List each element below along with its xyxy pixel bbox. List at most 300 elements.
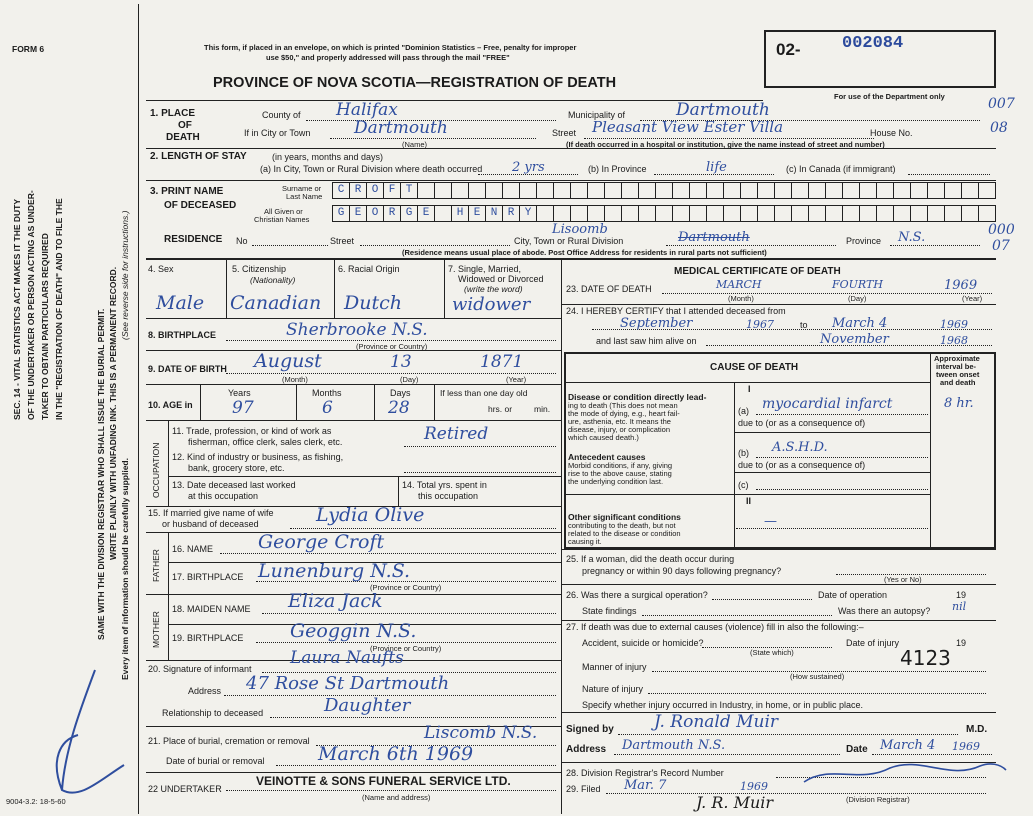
page-title: PROVINCE OF NOVA SCOTIA—REGISTRATION OF DEATH: [213, 75, 617, 91]
cause-b-line: [756, 457, 928, 458]
rule-16: [146, 772, 561, 773]
date-of-death-month[interactable]: MARCH: [716, 278, 762, 291]
registrar-record-label: 28. Division Registrar's Record Number: [566, 768, 724, 778]
surname-letter-cell[interactable]: [741, 183, 758, 198]
dept-code-1: 007: [988, 96, 1015, 112]
stay-b-value[interactable]: life: [706, 160, 727, 175]
given-name-letter-cell[interactable]: [945, 206, 962, 221]
rule-6: [146, 350, 561, 351]
surname-letter-cell[interactable]: [503, 183, 520, 198]
mother-name-value[interactable]: Eliza Jack: [288, 590, 383, 612]
surname-letter-cell[interactable]: [894, 183, 911, 198]
how-sustained-note: (How sustained): [790, 672, 845, 681]
findings-label: State findings: [582, 606, 637, 616]
md-label: M.D.: [966, 724, 988, 735]
rule-occ: [168, 476, 561, 477]
residence-city-label: City, Town or Rural Division: [514, 236, 624, 246]
antecedent-label-d: the underlying condition last.: [568, 477, 664, 486]
surname-letter-cell[interactable]: [809, 183, 826, 198]
residence-no-label: No: [236, 236, 248, 246]
date-of-death-line: [662, 293, 992, 294]
marital-label-b: Widowed or Divorced: [458, 274, 544, 284]
direct-label-d: ure, asthenia, etc. It means the: [568, 417, 671, 426]
surname-label-a: Surname or: [282, 184, 322, 193]
filed-year[interactable]: 1969: [740, 780, 768, 793]
dept-code-3: 000: [988, 222, 1015, 238]
sidebar-line-3: TAKER TO OBTAIN PARTICULARS REQUIRED: [40, 233, 50, 420]
citizenship-value[interactable]: Canadian: [230, 292, 322, 314]
autopsy-label: Was there an autopsy?: [838, 606, 931, 616]
age-divider-1: [200, 384, 201, 420]
total-years-label-a: 14. Total yrs. spent in: [402, 480, 487, 490]
street-note: (If death occurred in a hospital or institution, give the name instead of street and number): [566, 140, 885, 149]
citizenship-label: 5. Citizenship: [232, 264, 287, 274]
surname-letter-cell[interactable]: O: [367, 183, 384, 198]
yes-no-note: (Yes or No): [884, 575, 922, 584]
notice-line-1: This form, if placed in an envelope, on which is printed "Dominion Statistics – Free, penalty for improper: [204, 43, 577, 52]
surname-letter-cell[interactable]: [792, 183, 809, 198]
surname-letter-cell[interactable]: [571, 183, 588, 198]
surgical-line: [712, 599, 812, 600]
given-name-letter-cell[interactable]: G: [333, 206, 350, 221]
surname-letter-cell[interactable]: [690, 183, 707, 198]
undertaker-label: 22 UNDERTAKER: [148, 784, 222, 794]
trade-label-b: fisherman, office clerk, sales clerk, etc.: [188, 437, 343, 447]
dob-line: [226, 373, 556, 374]
interval-divider: [930, 352, 931, 549]
undertaker-note: (Name and address): [362, 793, 431, 802]
street-value[interactable]: Pleasant View Ester Villa: [592, 118, 784, 136]
given-name-letter-cell[interactable]: E: [418, 206, 435, 221]
given-name-letter-cell[interactable]: [656, 206, 673, 221]
due-to-label-a: due to (or as a consequence of): [738, 418, 866, 428]
surname-letter-cell[interactable]: F: [384, 183, 401, 198]
form-label: FORM 6: [12, 44, 45, 54]
surname-letter-cell[interactable]: [639, 183, 656, 198]
due-to-label-b: due to (or as a consequence of): [738, 460, 866, 470]
attended-from-year[interactable]: 1967: [746, 318, 774, 331]
sign-date-value[interactable]: March 4: [880, 738, 936, 753]
surname-letter-cell[interactable]: [486, 183, 503, 198]
antecedent-label-c: rise to the above cause, stating: [568, 469, 672, 478]
given-name-letter-cell[interactable]: [826, 206, 843, 221]
burial-place-label: 21. Place of burial, cremation or removal: [148, 736, 310, 746]
cause-title: CAUSE OF DEATH: [710, 362, 799, 373]
given-name-letter-cell[interactable]: [911, 206, 928, 221]
cause-a-interval[interactable]: 8 hr.: [944, 396, 974, 411]
interval-label-a: Approximate: [934, 354, 980, 363]
spouse-value[interactable]: Lydia Olive: [316, 504, 425, 526]
given-name-letter-cell[interactable]: [435, 206, 452, 221]
birthplace-label: 8. BIRTHPLACE: [148, 330, 217, 340]
date-of-death-label: 23. DATE OF DEATH: [566, 284, 652, 294]
rule-m4: [561, 620, 996, 621]
given-label-a: All Given or: [264, 207, 303, 216]
registration-prefix: 02-: [776, 40, 801, 59]
given-name-letter-cell[interactable]: [690, 206, 707, 221]
date-of-death-day[interactable]: FOURTH: [832, 278, 883, 291]
surname-letter-cell[interactable]: [622, 183, 639, 198]
age-divider-4: [434, 384, 435, 420]
given-name-letter-cell[interactable]: [877, 206, 894, 221]
surname-letter-cell[interactable]: [554, 183, 571, 198]
undertaker-value[interactable]: VEINOTTE & SONS FUNERAL SERVICE LTD.: [256, 774, 511, 788]
stay-c-label: (c) In Canada (if immigrant): [786, 164, 896, 174]
given-name-letter-cell[interactable]: R: [503, 206, 520, 221]
given-name-letter-cell[interactable]: [758, 206, 775, 221]
accident-label: Accident, suicide or homicide?: [582, 638, 704, 648]
father-birthplace-label: 17. BIRTHPLACE: [172, 572, 244, 582]
occupation-divider: [168, 420, 169, 506]
occupation-side-label: OCCUPATION: [151, 442, 161, 498]
other-value[interactable]: —: [764, 514, 777, 529]
given-name-letter-cell[interactable]: [860, 206, 877, 221]
surname-letter-cell[interactable]: [469, 183, 486, 198]
nature-label: Nature of injury: [582, 684, 644, 694]
operation-year: 19: [956, 590, 967, 600]
given-name-letter-cell[interactable]: E: [350, 206, 367, 221]
surname-letter-cell[interactable]: T: [401, 183, 418, 198]
death-month-note: (Month): [728, 294, 754, 303]
marital-value[interactable]: widower: [452, 294, 531, 315]
external-label: 27. If death was due to external causes (violence) fill in also the following:–: [566, 622, 864, 632]
hrs-label: hrs. or: [488, 404, 513, 414]
given-label-b: Christian Names: [254, 215, 310, 224]
occupation-divider-2: [398, 476, 399, 506]
birthplace-note: (Province or Country): [356, 342, 428, 351]
surname-letter-cell[interactable]: [979, 183, 995, 198]
residence-province-value[interactable]: N.S.: [898, 230, 926, 245]
days-label: Days: [390, 388, 411, 398]
spouse-line: [290, 528, 556, 529]
residence-label: RESIDENCE: [164, 234, 223, 245]
address-value[interactable]: Dartmouth N.S.: [622, 738, 726, 753]
sidebar-line-4: IN THE "REGISTRATION OF DEATH" AND TO FILE THE: [54, 198, 64, 420]
dob-year-note: (Year): [506, 375, 527, 384]
surname-letter-cell[interactable]: [435, 183, 452, 198]
racial-origin-value[interactable]: Dutch: [344, 292, 402, 314]
registrar-signature-scribble-icon: [800, 754, 1010, 790]
less-than-day-label: If less than one day old: [440, 388, 528, 398]
surname-letter-cell[interactable]: R: [350, 183, 367, 198]
dob-month-value[interactable]: August: [254, 350, 322, 372]
surname-letter-cell[interactable]: [775, 183, 792, 198]
months-label: Months: [312, 388, 342, 398]
given-name-letter-cell[interactable]: [588, 206, 605, 221]
surname-letter-cell[interactable]: [962, 183, 979, 198]
signed-label: Signed by: [566, 724, 614, 735]
given-names-letter-grid[interactable]: [332, 205, 996, 222]
municipality-value[interactable]: Dartmouth: [676, 100, 770, 120]
rule-m1: [561, 304, 996, 305]
stay-a-label: (a) In City, Town or Rural Division where death occurred: [260, 164, 483, 174]
surname-letter-cell[interactable]: [418, 183, 435, 198]
months-value[interactable]: 6: [322, 398, 333, 418]
surname-letter-cell[interactable]: [707, 183, 724, 198]
given-name-letter-cell[interactable]: [741, 206, 758, 221]
direct-label-b: ing to death (This does not mean: [568, 401, 678, 410]
sidebar-line-1: SEC. 14 - VITAL STATISTICS ACT MAKES IT THE DUTY: [12, 198, 22, 420]
dob-year-value[interactable]: 1871: [480, 352, 524, 372]
given-name-letter-cell[interactable]: R: [384, 206, 401, 221]
mother-birthplace-note: (Province or Country): [370, 644, 442, 653]
informant-signature-value[interactable]: Laura Naufts: [290, 648, 404, 668]
age-label: 10. AGE in: [148, 400, 193, 410]
specify-label: Specify whether injury occurred in Industry, in home, or in public place.: [582, 700, 863, 710]
city-label: If in City or Town: [244, 128, 311, 138]
rule-4: [146, 258, 996, 260]
interval-label-b: interval be-: [936, 362, 977, 371]
cause-a-letter: (a): [738, 406, 749, 416]
surname-letter-cell[interactable]: [758, 183, 775, 198]
surname-letter-cell[interactable]: [945, 183, 962, 198]
certify-label: 24. I HEREBY CERTIFY that I attended deceased from: [566, 306, 786, 316]
surname-letter-cell[interactable]: [877, 183, 894, 198]
street-line: [584, 138, 874, 139]
cause-b-letter: (b): [738, 448, 749, 458]
spouse-label-a: 15. If married give name of wife: [148, 508, 274, 518]
place-label-b: OF: [178, 120, 192, 131]
mother-divider: [168, 594, 169, 660]
rule-5: [146, 318, 561, 319]
given-name-letter-cell[interactable]: [775, 206, 792, 221]
mother-birthplace-label: 19. BIRTHPLACE: [172, 633, 244, 643]
informant-signature-label: 20. Signature of informant: [148, 664, 252, 674]
residence-city-line: [666, 245, 836, 246]
given-name-letter-cell[interactable]: [605, 206, 622, 221]
relationship-label: Relationship to deceased: [162, 708, 264, 718]
given-name-letter-cell[interactable]: [894, 206, 911, 221]
father-name-value[interactable]: George Croft: [258, 531, 385, 553]
sidebar-line-7: Every item of information should be carefully supplied.: [120, 458, 130, 680]
antecedent-label-b: Morbid conditions, if any, giving: [568, 461, 673, 470]
autopsy-value[interactable]: nil: [952, 600, 967, 613]
cause-b-rule: [734, 472, 930, 473]
given-name-letter-cell[interactable]: [979, 206, 995, 221]
given-name-letter-cell[interactable]: [571, 206, 588, 221]
relationship-line: [270, 717, 556, 718]
age-divider-3: [374, 384, 375, 420]
code-value: 4123: [900, 646, 951, 670]
rule-3: [146, 180, 996, 181]
given-name-letter-cell[interactable]: [792, 206, 809, 221]
antecedent-label-a: Antecedent causes: [568, 452, 646, 462]
trade-line: [404, 446, 556, 447]
left-margin-rule: [138, 4, 139, 814]
mother-birthplace-value[interactable]: Geoggin N.S.: [290, 620, 417, 642]
last-worked-label-a: 13. Date deceased last worked: [172, 480, 296, 490]
column-divider: [561, 258, 562, 814]
given-name-letter-cell[interactable]: O: [367, 206, 384, 221]
stay-sub-label: (in years, months and days): [272, 152, 384, 162]
medical-title: MEDICAL CERTIFICATE OF DEATH: [674, 266, 841, 277]
municipality-label: Municipality of: [568, 110, 626, 120]
cause-b-value[interactable]: A.S.H.D.: [772, 440, 828, 455]
burial-date-value[interactable]: March 6th 1969: [318, 743, 474, 765]
filed-value[interactable]: Mar. 7: [624, 778, 667, 793]
surname-letter-grid[interactable]: [332, 182, 996, 199]
given-name-letter-cell[interactable]: [809, 206, 826, 221]
place-label-a: 1. PLACE: [150, 108, 196, 119]
attended-from-value[interactable]: September: [620, 316, 693, 331]
direct-label-a: Disease or condition directly lead-: [568, 392, 707, 402]
father-birthplace-note: (Province or Country): [370, 583, 442, 592]
given-name-letter-cell[interactable]: [843, 206, 860, 221]
findings-line: [642, 615, 832, 616]
given-name-letter-cell[interactable]: G: [401, 206, 418, 221]
last-saw-year[interactable]: 1968: [940, 334, 968, 347]
given-name-letter-cell[interactable]: [962, 206, 979, 221]
other-label-b: contributing to the death, but not: [568, 521, 676, 530]
personal-divider-1: [226, 258, 227, 318]
years-value[interactable]: 97: [232, 398, 254, 418]
street-label: Street: [552, 128, 577, 138]
date-of-death-year[interactable]: 1969: [944, 278, 978, 293]
surgical-label: 26. Was there a surgical operation?: [566, 590, 708, 600]
injury-year: 19: [956, 638, 967, 648]
dept-code-4: 07: [992, 238, 1010, 254]
city-value[interactable]: Dartmouth: [354, 118, 448, 138]
surname-letter-cell[interactable]: [520, 183, 537, 198]
county-label: County of: [262, 110, 301, 120]
rule-7: [146, 384, 561, 385]
other-label-a: Other significant conditions: [568, 512, 681, 522]
attended-to-label: to: [800, 320, 808, 330]
other-label-d: causing it.: [568, 537, 602, 546]
surname-letter-cell[interactable]: [537, 183, 554, 198]
attended-to-value[interactable]: March 4: [832, 316, 888, 331]
county-value[interactable]: Halifax: [336, 100, 398, 120]
sex-label: 4. Sex: [148, 264, 174, 274]
given-name-letter-cell[interactable]: [928, 206, 945, 221]
death-day-note: (Day): [848, 294, 867, 303]
cause-c-line: [756, 489, 928, 490]
registrar-note: (Division Registrar): [846, 795, 910, 804]
min-label: min.: [534, 404, 551, 414]
interval-label-c: tween onset: [936, 370, 980, 379]
burial-place-value[interactable]: Liscomb N.S.: [424, 723, 538, 743]
surname-letter-cell[interactable]: [605, 183, 622, 198]
given-name-letter-cell[interactable]: [673, 206, 690, 221]
roman-one: I: [748, 384, 751, 394]
surname-letter-cell[interactable]: [588, 183, 605, 198]
cause-header-rule: [564, 382, 930, 383]
dob-label: 9. DATE OF BIRTH: [148, 364, 227, 374]
industry-line: [404, 472, 556, 473]
residence-province-line: [890, 245, 980, 246]
sidebar-line-2: OF THE UNDERTAKER OR PERSON ACTING AS UNDER-: [26, 190, 36, 420]
residence-city-value[interactable]: Lisoomb: [552, 222, 608, 237]
trade-label-a: 11. Trade, profession, or kind of work as: [172, 426, 332, 436]
stay-a-value[interactable]: 2 yrs: [512, 160, 545, 175]
surname-letter-cell[interactable]: [826, 183, 843, 198]
operation-date-label: Date of operation: [818, 590, 888, 600]
notice-line-2: use $50," and properly addressed will pass through the mail "FREE": [266, 53, 510, 62]
father-birthplace-value[interactable]: Lunenburg N.S.: [258, 560, 411, 582]
burial-date-label: Date of burial or removal: [166, 756, 265, 766]
surname-letter-cell[interactable]: [860, 183, 877, 198]
father-divider: [168, 532, 169, 594]
surname-letter-cell[interactable]: C: [333, 183, 350, 198]
spouse-label-b: or husband of deceased: [162, 519, 259, 529]
house-label: House No.: [870, 128, 913, 138]
sign-date-label: Date: [846, 744, 868, 755]
sign-date-year[interactable]: 1969: [952, 740, 980, 753]
cause-a-value[interactable]: myocardial infarct: [762, 396, 893, 412]
trade-value[interactable]: Retired: [424, 424, 489, 444]
stay-b-label: (b) In Province: [588, 164, 647, 174]
city-name-note: (Name): [402, 140, 428, 149]
days-value[interactable]: 28: [388, 398, 410, 418]
birthplace-value[interactable]: Sherbrooke N.S.: [286, 320, 428, 340]
given-name-letter-cell[interactable]: N: [486, 206, 503, 221]
given-name-letter-cell[interactable]: [537, 206, 554, 221]
personal-divider-2: [334, 258, 335, 318]
surname-letter-cell[interactable]: [452, 183, 469, 198]
dob-month-note: (Month): [282, 375, 308, 384]
rule-8: [146, 420, 561, 421]
given-name-letter-cell[interactable]: [622, 206, 639, 221]
attended-to-year[interactable]: 1969: [940, 318, 968, 331]
sidebar-line-5: SAME WITH THE DIVISION REGISTRAR WHO SHALL ISSUE THE BURIAL PERMIT.: [96, 308, 106, 640]
given-name-letter-cell[interactable]: E: [469, 206, 486, 221]
surname-letter-cell[interactable]: [843, 183, 860, 198]
surname-letter-cell[interactable]: [724, 183, 741, 198]
cause-c-letter: (c): [738, 480, 749, 490]
residence-street-label: Street: [330, 236, 355, 246]
surname-letter-cell[interactable]: [656, 183, 673, 198]
deceased-label-b: OF DECEASED: [164, 200, 237, 211]
given-name-letter-cell[interactable]: [554, 206, 571, 221]
dob-day-value[interactable]: 13: [390, 352, 412, 372]
residence-struck-value: Dartmouth: [678, 230, 750, 245]
nature-line: [648, 693, 986, 694]
given-name-letter-cell[interactable]: [707, 206, 724, 221]
surname-letter-cell[interactable]: [911, 183, 928, 198]
direct-label-f: which caused death.): [568, 433, 639, 442]
filed-line: [606, 793, 986, 794]
place-label-c: DEATH: [166, 132, 200, 143]
given-name-letter-cell[interactable]: H: [452, 206, 469, 221]
residence-province-label: Province: [846, 236, 882, 246]
direct-label-c: the mode of dying, e.g., heart fail-: [568, 409, 680, 418]
surname-letter-cell[interactable]: [928, 183, 945, 198]
last-worked-label-b: at this occupation: [188, 491, 259, 501]
total-years-label-b: this occupation: [418, 491, 479, 501]
surname-letter-cell[interactable]: [673, 183, 690, 198]
last-saw-value[interactable]: November: [820, 332, 889, 347]
marital-label-a: 7. Single, Married,: [448, 264, 522, 274]
given-name-letter-cell[interactable]: [724, 206, 741, 221]
address-label: Address: [566, 744, 607, 755]
filed-label: 29. Filed: [566, 784, 601, 794]
given-name-letter-cell[interactable]: Y: [520, 206, 537, 221]
residence-no-line: [252, 245, 328, 246]
cause-a-line: [756, 414, 928, 415]
registrar-signature[interactable]: J. R. Muir: [696, 793, 774, 812]
informant-address-value[interactable]: 47 Rose St Dartmouth: [246, 673, 450, 694]
interval-label-d: and death: [940, 378, 976, 387]
racial-origin-label: 6. Racial Origin: [338, 264, 400, 274]
sex-value[interactable]: Male: [156, 292, 205, 314]
residence-street-line: [360, 245, 510, 246]
cause-section-rule: [564, 494, 930, 495]
relationship-value[interactable]: Daughter: [324, 695, 411, 716]
given-name-letter-cell[interactable]: [639, 206, 656, 221]
father-name-label: 16. NAME: [172, 544, 214, 554]
personal-divider-3: [444, 258, 445, 318]
signed-value[interactable]: J. Ronald Muir: [654, 712, 779, 732]
